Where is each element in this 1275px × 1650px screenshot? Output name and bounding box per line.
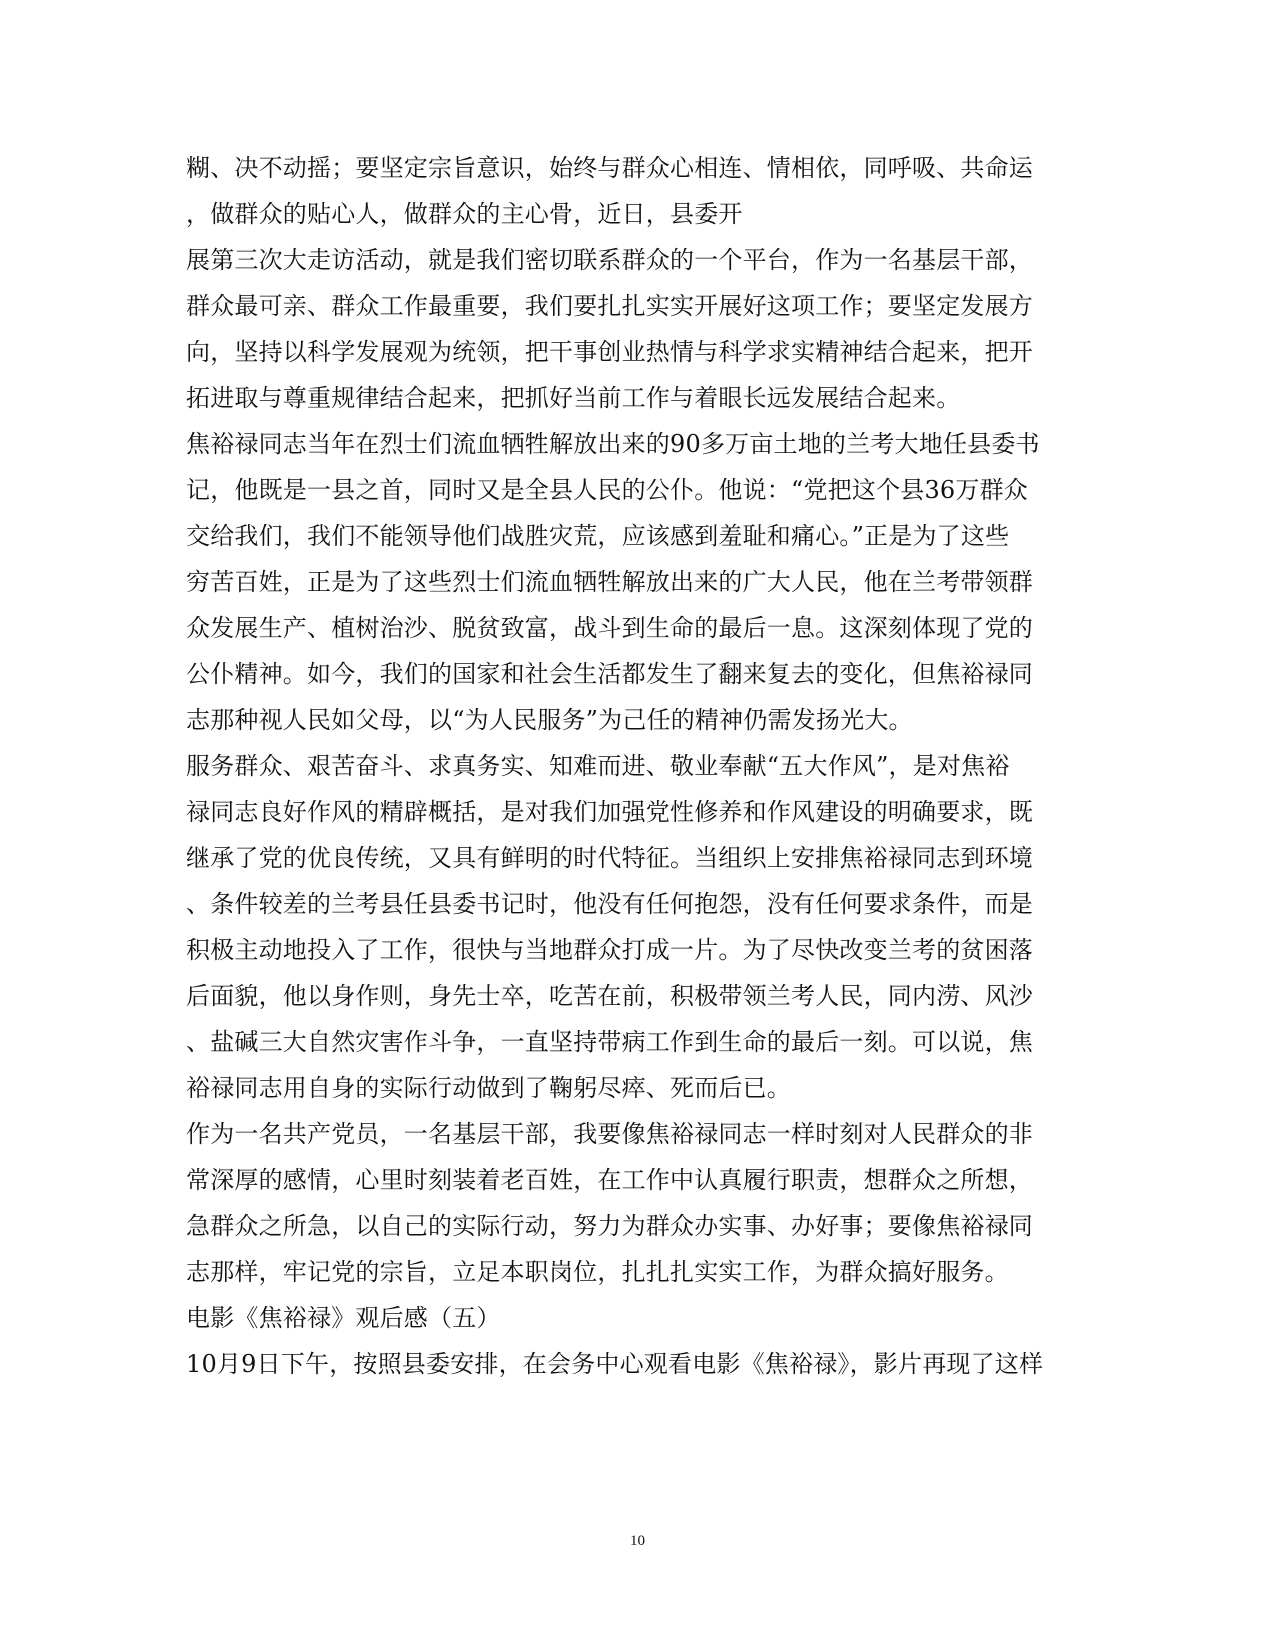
body-text-line: 公仆精神。如今，我们的国家和社会生活都发生了翻来复去的变化，但焦裕禄同	[186, 660, 1033, 688]
page-number: 10	[630, 1533, 645, 1549]
body-text-line: 、条件较差的兰考县任县委书记时，他没有任何抱怨，没有任何要求条件，而是	[186, 890, 1033, 918]
body-text-line: 焦裕禄同志当年在烈士们流血牺牲解放出来的90多万亩土地的兰考大地任县委书	[186, 430, 1040, 458]
body-text-line: 继承了党的优良传统，又具有鲜明的时代特征。当组织上安排焦裕禄同志到环境	[186, 844, 1033, 872]
section-heading: 电影《焦裕禄》观后感（五）	[186, 1304, 501, 1332]
body-text-line: 志那样，牢记党的宗旨，立足本职岗位，扎扎扎实实工作，为群众搞好服务。	[186, 1258, 1009, 1286]
body-text-line: 作为一名共产党员，一名基层干部，我要像焦裕禄同志一样时刻对人民群众的非	[186, 1120, 1033, 1148]
body-text-line: 向，坚持以科学发展观为统领，把干事创业热情与科学求实精神结合起来，把开	[186, 338, 1033, 366]
body-text-line: 穷苦百姓，正是为了这些烈士们流血牺牲解放出来的广大人民，他在兰考带领群	[186, 568, 1033, 596]
body-text-line: 常深厚的感情，心里时刻装着老百姓，在工作中认真履行职责，想群众之所想，	[186, 1166, 1033, 1194]
body-text-line: 群众最可亲、群众工作最重要，我们要扎扎实实开展好这项工作；要坚定发展方	[186, 292, 1033, 320]
body-text-line: 禄同志良好作风的精辟概括，是对我们加强党性修养和作风建设的明确要求，既	[186, 798, 1033, 826]
body-text-line: 、盐碱三大自然灾害作斗争，一直坚持带病工作到生命的最后一刻。可以说，焦	[186, 1028, 1033, 1056]
body-text-line: 裕禄同志用自身的实际行动做到了鞠躬尽瘁、死而后已。	[186, 1074, 791, 1102]
body-text-line: 展第三次大走访活动，就是我们密切联系群众的一个平台，作为一名基层干部，	[186, 246, 1033, 274]
body-text-line: 积极主动地投入了工作，很快与当地群众打成一片。为了尽快改变兰考的贫困落	[186, 936, 1033, 964]
body-text-line: 后面貌，他以身作则，身先士卒，吃苦在前，积极带领兰考人民，同内涝、风沙	[186, 982, 1033, 1010]
body-text-line: ，做群众的贴心人，做群众的主心骨，近日，县委开	[186, 200, 743, 228]
body-text-line: 记，他既是一县之首，同时又是全县人民的公仆。他说：“党把这个县36万群众	[186, 476, 1029, 504]
body-text-line: 急群众之所急，以自己的实际行动，努力为群众办实事、办好事；要像焦裕禄同	[186, 1212, 1033, 1240]
body-text-line: 服务群众、艰苦奋斗、求真务实、知难而进、敬业奉献“五大作风”，是对焦裕	[186, 752, 1010, 780]
body-text-line: 10月9日下午，按照县委安排，在会务中心观看电影《焦裕禄》，影片再现了这样	[186, 1350, 1044, 1378]
body-text-line: 众发展生产、植树治沙、脱贫致富，战斗到生命的最后一息。这深刻体现了党的	[186, 614, 1033, 642]
body-text-line: 交给我们，我们不能领导他们战胜灾荒，应该感到羞耻和痛心。”正是为了这些	[186, 522, 1010, 550]
body-text-line: 志那种视人民如父母，以“为人民服务”为己任的精神仍需发扬光大。	[186, 706, 913, 734]
body-text-line: 糊、决不动摇；要坚定宗旨意识，始终与群众心相连、情相依，同呼吸、共命运	[186, 154, 1033, 182]
body-text-line: 拓进取与尊重规律结合起来，把抓好当前工作与着眼长远发展结合起来。	[186, 384, 961, 412]
